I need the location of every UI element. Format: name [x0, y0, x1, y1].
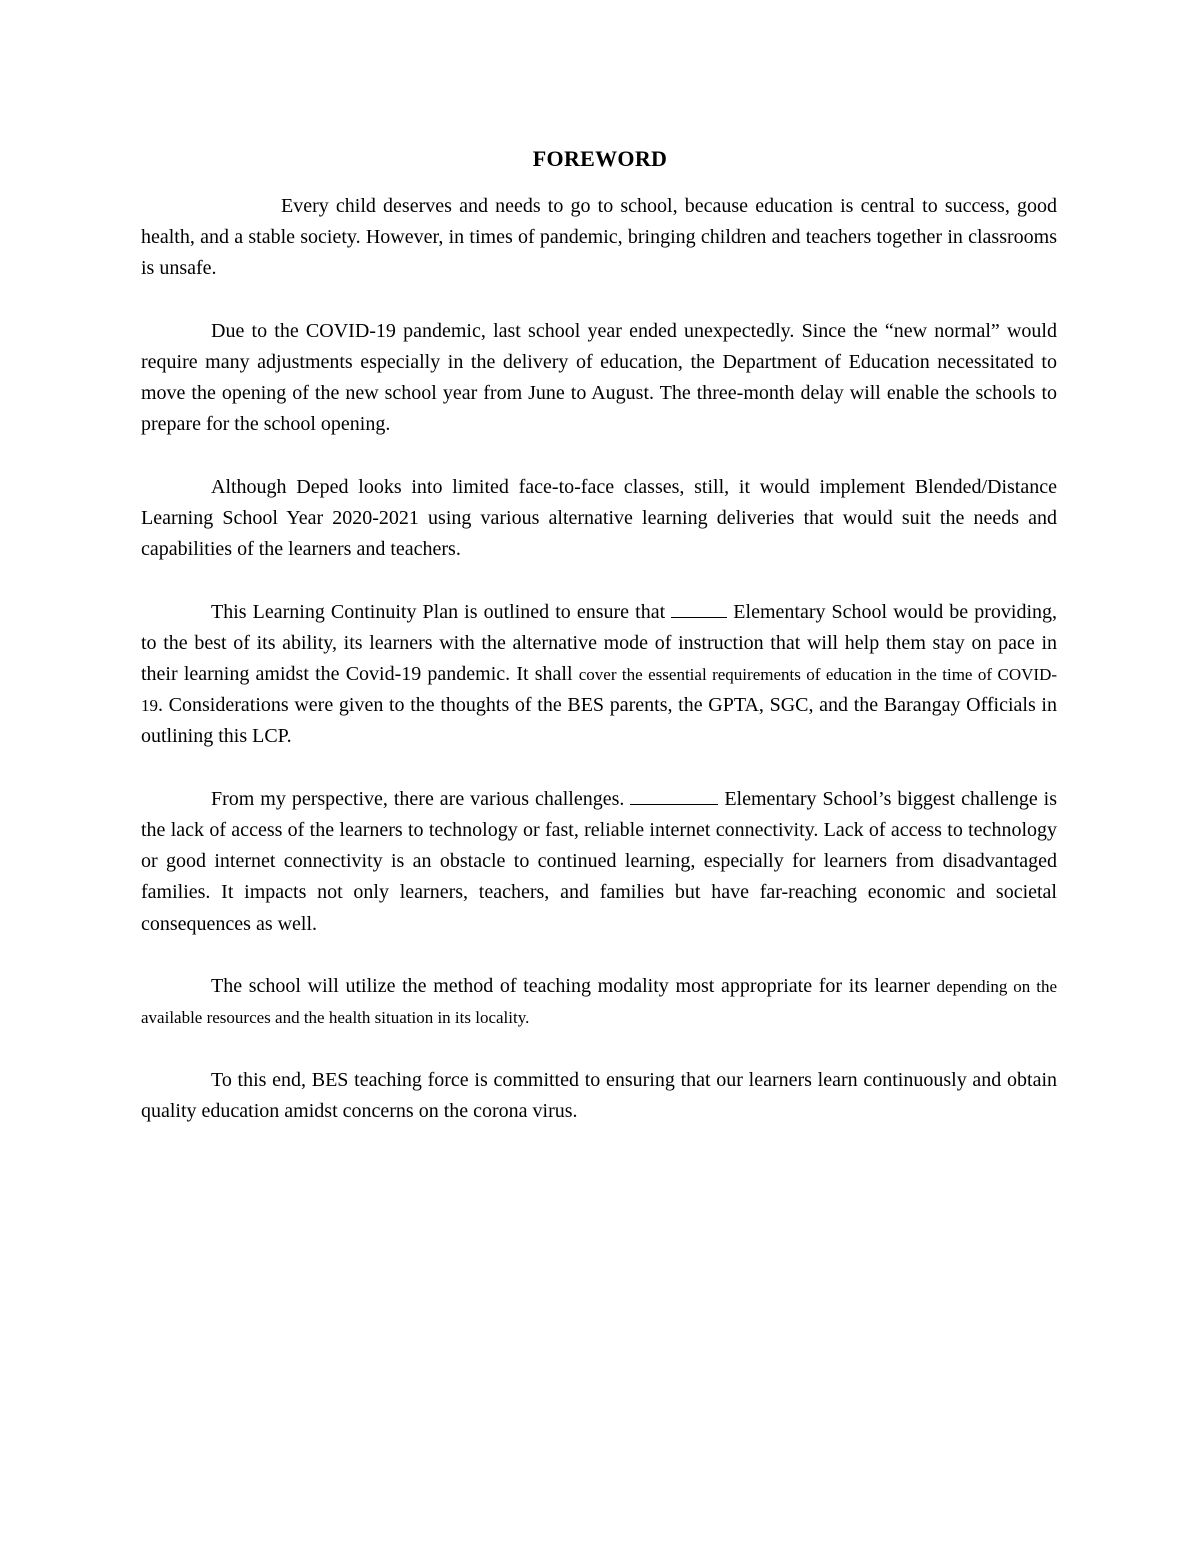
paragraph-challenges-text-b: Elementary School’s biggest challenge is the lack of access of the learners to technology or fast, reliable internet connectivity. Lack of access to technology or good internet connectivity is an obstacle to continued learning, especially for learners from disadvantaged families. It impacts not only learners, teachers, and families but have far-reaching economic and societal consequences as well.	[141, 787, 1057, 935]
paragraph-intro: Every child deserves and needs to go to school, because education is central to success, good health, and a stable society. However, in times of pandemic, bringing children and teachers together in classrooms is unsafe.	[141, 195, 1057, 280]
paragraph-lcp-text-b: Elementary School would be providing, to the best of its ability, its learners with the alternative mode of instruction that will help them stay on pace in their learning amidst the Covid-19 pandemic. It shall	[141, 600, 1057, 685]
paragraph-commitment: To this end, BES teaching force is committed to ensuring that our learners learn continuously and obtain quality education amidst concerns on the corona virus.	[141, 1068, 1057, 1122]
paragraph-lcp-text-d: . Considerations were given to the thoughts of the BES parents, the GPTA, SGC, and the Barangay Officials in outlining this LCP.	[141, 694, 1057, 748]
paragraph-challenges	[141, 784, 1057, 940]
paragraph-modality-text-b: depending on the available resources and the health situation in its locality.	[141, 977, 1057, 1028]
school-name-blank-2	[630, 786, 718, 805]
paragraph-modality-text-a: The school will utilize the method of teaching modality most appropriate for its learner	[211, 975, 937, 997]
paragraph-lcp-text-a: This Learning Continuity Plan is outlined to ensure that	[211, 600, 672, 623]
document-body	[141, 191, 1057, 1127]
paragraph-lcp-purpose	[141, 597, 1057, 753]
paragraph-blended-learning: Although Deped looks into limited face-to-face classes, still, it would implement Blended/Distance Learning School Year 2020-2021 using various alternative learning deliveries that would suit the needs and capabilities of the learners and teachers.	[141, 475, 1057, 561]
document-title: FOREWORD	[532, 146, 668, 171]
paragraph-challenges-text-a: From my perspective, there are various challenges.	[211, 787, 631, 810]
paragraph-modality	[141, 971, 1057, 1033]
paragraph-lcp-text-c: cover the essential requirements of education in the time of COVID-19	[141, 665, 1058, 716]
paragraph-covid-delay: Due to the COVID-19 pandemic, last school year ended unexpectedly. Since the “new normal” would require many adjustments especially in the delivery of education, the Department of Education necessitated to move the opening of the new school year from June to August. The three-month delay will enable the schools to prepare for the school opening.	[141, 319, 1057, 436]
school-name-blank	[671, 599, 727, 618]
